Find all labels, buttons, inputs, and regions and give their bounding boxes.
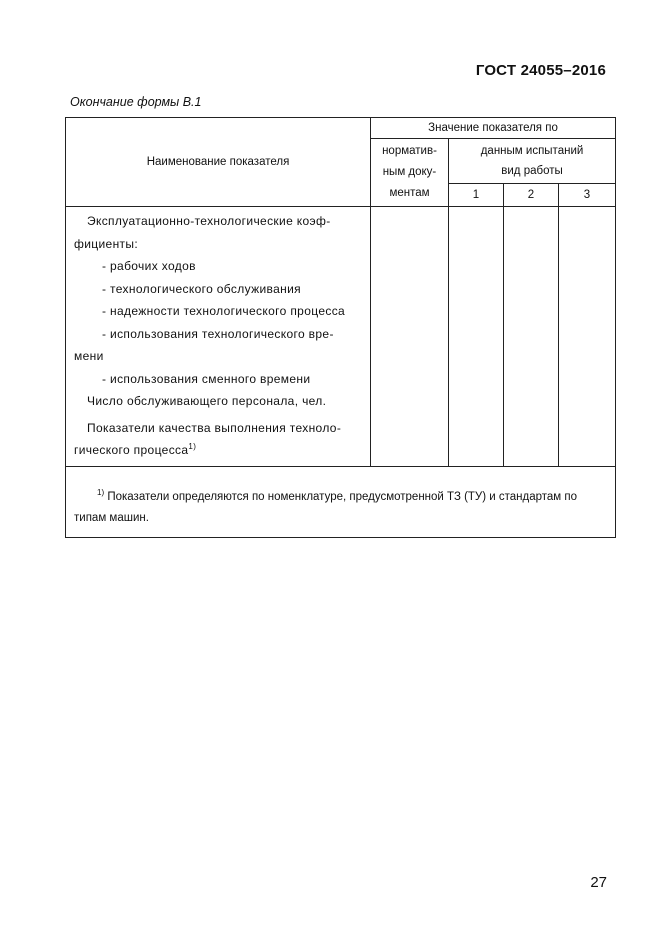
normative-header-line: ным доку-	[382, 166, 437, 178]
footnote-text: Показатели определяются по номенклатуре, предусмотренной ТЗ (ТУ) и стандартам по	[107, 490, 578, 503]
test-data-header-line: данным испытаний	[480, 145, 584, 157]
indicator-line	[74, 439, 364, 462]
work-type-number: 1	[449, 184, 504, 207]
indicator-line-text: гического процесса	[74, 443, 189, 457]
indicator-line: - технологического обслуживания	[102, 281, 302, 296]
test-value-cell	[504, 207, 559, 467]
normative-header-line: ментам	[389, 187, 430, 199]
indicator-line: - надежности технологического процесса	[102, 304, 346, 318]
indicator-value-header: Значение показателя по	[371, 118, 616, 139]
form-caption: Окончание формы В.1	[70, 95, 202, 109]
test-value-cell	[449, 207, 504, 467]
test-data-header	[449, 139, 616, 184]
footnote-marker: 1)	[97, 487, 105, 497]
indicator-line: фициенты:	[74, 236, 139, 251]
indicator-line: - использования технологического вре-	[102, 326, 334, 341]
indicator-line: мени	[74, 349, 104, 363]
normative-value-cell	[371, 207, 449, 467]
normative-header-line: норматив-	[382, 145, 437, 157]
work-type-header-line: вид работы	[501, 165, 563, 177]
work-type-number: 2	[504, 184, 559, 207]
indicator-line: - использования сменного времени	[102, 371, 311, 386]
test-value-cell	[559, 207, 616, 467]
footnote-line: типам машин.	[74, 511, 149, 524]
indicator-list-cell	[66, 207, 371, 467]
normative-docs-header	[371, 139, 449, 207]
page-number: 27	[590, 874, 607, 891]
footnote-cell	[66, 466, 616, 537]
footnote-ref: 1)	[188, 442, 197, 451]
standard-code: ГОСТ 24055–2016	[475, 62, 606, 79]
indicator-line: - рабочих ходов	[102, 259, 196, 273]
indicator-line: Эксплуатационно-технологические коэф-	[87, 214, 331, 228]
indicator-name-header: Наименование показателя	[66, 118, 371, 207]
footnote-line	[74, 487, 609, 508]
indicator-line: Показатели качества выполнения техноло-	[87, 420, 342, 435]
indicator-line: Число обслуживающего персонала, чел.	[87, 394, 327, 408]
work-type-number: 3	[559, 184, 616, 207]
indicators-table	[65, 117, 616, 538]
